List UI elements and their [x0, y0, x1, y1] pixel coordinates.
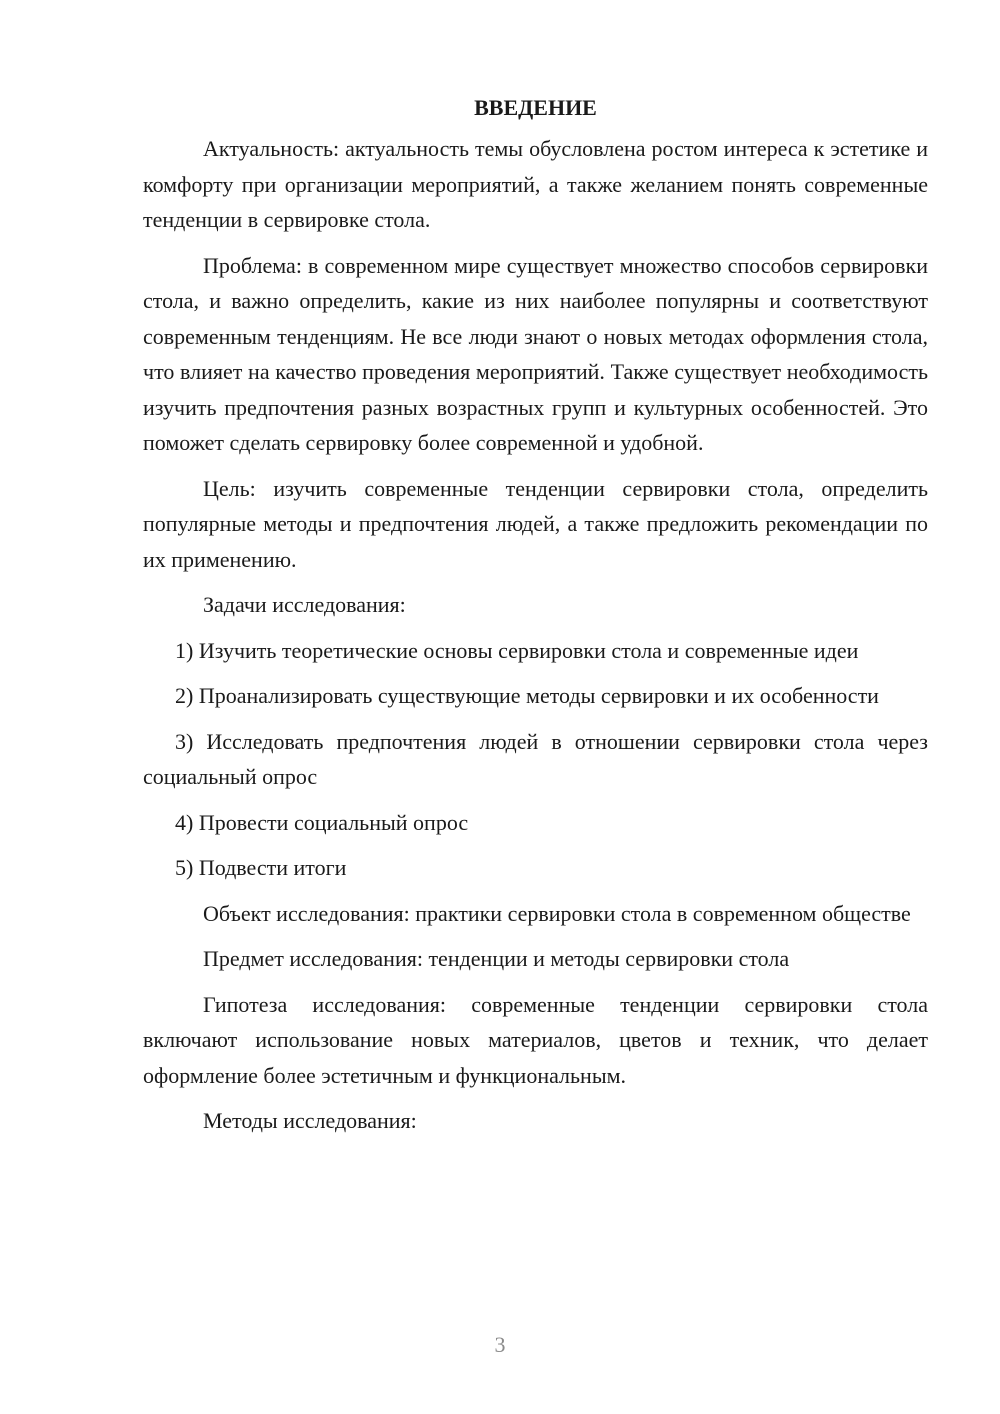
page-number: 3 — [494, 1332, 506, 1357]
problem-paragraph: Проблема: в современном мире существует множество способов сервировки стола, и важно определить, какие из них наиболее популярны и соответствуют современным тенденциям. Не все люди знают о новых методах оформления стола, что влияет на качество проведения мероприятий. Также существует необходимость изучить предпочтения разных возрастных групп и культурных особенностей. Это поможет сделать сервировку более современной и удобной. — [143, 252, 928, 455]
methods-title: Методы исследования: — [203, 1108, 417, 1133]
task-item: 3) Исследовать предпочтения людей в отношении сервировки стола через социальный опрос — [143, 728, 928, 789]
task-item: 2) Проанализировать существующие методы сервировки и их особенности — [175, 683, 879, 708]
relevance-paragraph: Актуальность: актуальность темы обусловлена ростом интереса к эстетике и комфорту при организации мероприятий, а также желанием понять современные тенденции в сервировке стола. — [143, 136, 928, 232]
task-item: 5) Подвести итоги — [175, 855, 347, 880]
subject-paragraph: Предмет исследования: тенденции и методы сервировки стола — [203, 946, 790, 971]
task-item: 1) Изучить теоретические основы сервировки стола и современные идеи — [175, 637, 859, 663]
section-heading: ВВЕДЕНИЕ — [474, 95, 597, 120]
hypothesis-paragraph: Гипотеза исследования: современные тенденции сервировки стола включают использование новых материалов, цветов и техник, что делает оформление более эстетичным и функциональным. — [143, 991, 928, 1088]
goal-paragraph: Цель: изучить современные тенденции сервировки стола, определить популярные методы и предпочтения людей, а также предложить рекомендации по их применению. — [143, 475, 928, 572]
object-paragraph: Объект исследования: практики сервировки стола в современном обществе — [203, 900, 911, 926]
tasks-title: Задачи исследования: — [203, 592, 406, 617]
task-item: 4) Провести социальный опрос — [175, 809, 469, 835]
document-page — [143, 90, 928, 1149]
